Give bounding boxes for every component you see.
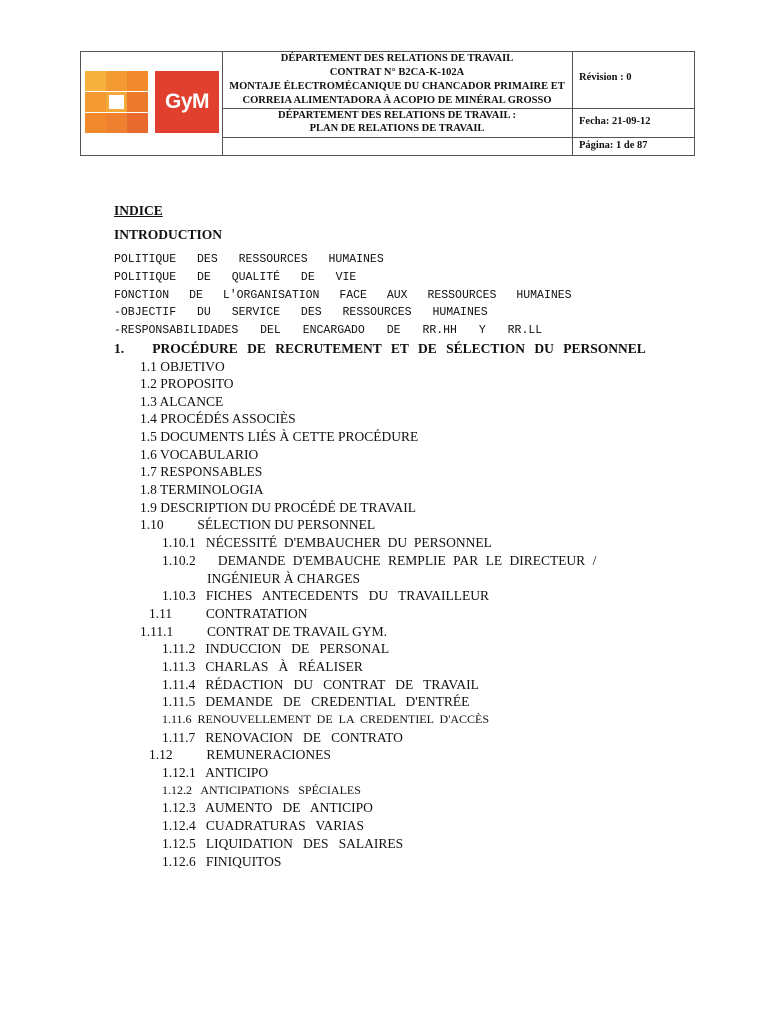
- header-title: [222, 52, 573, 109]
- header-empty-cell: [222, 138, 573, 156]
- toc-item: 1.10.3 FICHES ANTECEDENTS DU TRAVAILLEUR: [162, 588, 490, 603]
- toc-item: 1.11 CONTRATATION: [149, 606, 308, 621]
- header-title-line: MONTAJE ÉLECTROMÉCANIQUE DU CHANCADOR PRIMAIRE ET: [229, 81, 565, 92]
- toc-item: 1.11.1 CONTRAT DE TRAVAIL GYM.: [140, 624, 388, 639]
- toc-item: 1.12.5 LIQUIDATION DES SALAIRES: [162, 836, 404, 851]
- toc-heading: INDICE: [114, 203, 163, 218]
- toc-item: 1.12.2 ANTICIPATIONS SPÉCIALES: [162, 783, 361, 797]
- toc-item: 1.10.1 NÉCESSITÉ D'EMBAUCHER DU PERSONNEL: [162, 535, 492, 550]
- header-subtitle-line: DÉPARTEMENT DES RELATIONS DE TRAVAIL :: [278, 110, 516, 121]
- header-subtitle: [222, 109, 573, 138]
- header-title-line: CORREIA ALIMENTADORA À ACOPIO DE MINÉRAL GROSSO: [242, 95, 552, 106]
- document-header: [80, 51, 695, 156]
- policy-line: [114, 253, 399, 266]
- toc-item: 1.11.7 RENOVACION DE CONTRATO: [162, 730, 403, 745]
- policy-line: -OBJECTIF DU SERVICE DES RESSOURCES HUMAINES: [114, 306, 488, 319]
- toc-item: 1.12.4 CUADRATURAS VARIAS: [162, 818, 365, 833]
- section-1-heading: 1. PROCÉDURE DE RECRUTEMENT ET DE SÉLECTION DU PERSONNEL: [114, 341, 646, 356]
- toc-item: 1.4 PROCÉDÉS ASSOCIÈS: [140, 411, 296, 426]
- toc-item: 1.11.6 RENOUVELLEMENT DE LA CREDENTIEL D'ACCÈS: [162, 712, 490, 726]
- header-title-line: DÉPARTEMENT DES RELATIONS DE TRAVAIL: [280, 53, 514, 64]
- logo-mosaic: [85, 71, 149, 133]
- toc-item: 1.11.4 RÉDACTION DU CONTRAT DE TRAVAIL: [162, 677, 479, 692]
- toc-item: 1.11.2 INDUCCION DE PERSONAL: [162, 641, 390, 656]
- toc-item: 1.3 ALCANCE: [140, 394, 224, 409]
- toc-item: 1.10.2 DEMANDE D'EMBAUCHE REMPLIE PAR LE DIRECTEUR /: [162, 553, 597, 568]
- toc-item: 1.9 DESCRIPTION DU PROCÉDÉ DE TRAVAIL: [140, 500, 417, 515]
- toc-item: 1.6 VOCABULARIO: [140, 447, 259, 462]
- toc-item: 1.10 SÉLECTION DU PERSONNEL: [140, 517, 376, 532]
- header-subtitle-line: PLAN DE RELATIONS DE TRAVAIL: [309, 123, 485, 134]
- toc-item: 1.12.6 FINIQUITOS: [162, 854, 282, 869]
- logo-cell: [81, 52, 223, 156]
- policy-text: POLITIQUE DES RESSOURCES HUMAINES: [114, 253, 384, 266]
- toc-item: 1.5 DOCUMENTS LIÉS À CETTE PROCÉDURE: [140, 429, 419, 444]
- toc-item: 1.12.1 ANTICIPO: [162, 765, 269, 780]
- gym-logo: GyM: [155, 71, 219, 133]
- toc-item: 1.8 TERMINOLOGIA: [140, 482, 264, 497]
- toc-item: INGÉNIEUR À CHARGES: [207, 571, 360, 586]
- toc-item: 1.11.3 CHARLAS À RÉALISER: [162, 659, 363, 674]
- toc-item: 1.2 PROPOSITO: [140, 376, 234, 391]
- date-label: Fecha: 21-09-12: [573, 109, 695, 138]
- introduction-heading: INTRODUCTION: [114, 227, 223, 242]
- header-title-line: CONTRAT N° B2CA-K-102A: [329, 67, 465, 78]
- toc-item: 1.1 OBJETIVO: [140, 359, 225, 374]
- policy-line: FONCTION DE L'ORGANISATION FACE AUX RESSOURCES HUMAINES: [114, 289, 572, 302]
- page-number-label: Página: 1 de 87: [579, 140, 648, 151]
- revision-label: Révision : 0: [573, 52, 695, 109]
- policy-line: POLITIQUE DE QUALITÉ DE VIE: [114, 271, 357, 284]
- toc-item: 1.7 RESPONSABLES: [140, 464, 263, 479]
- policy-line: -RESPONSABILIDADES DEL ENCARGADO DE RR.HH Y RR.LL: [114, 324, 543, 337]
- toc-item: 1.12.3 AUMENTO DE ANTICIPO: [162, 800, 373, 815]
- toc-item: 1.12 REMUNERACIONES: [149, 747, 331, 762]
- toc-item: 1.11.5 DEMANDE DE CREDENTIAL D'ENTRÉE: [162, 694, 470, 709]
